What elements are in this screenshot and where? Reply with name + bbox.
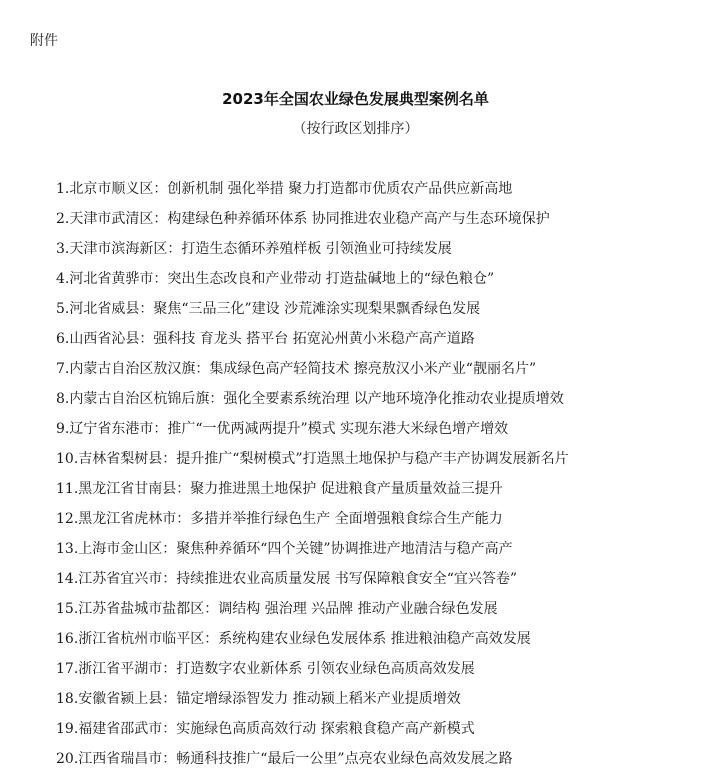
case-text: 山西省沁县：强科技 育龙头 搭平台 拓宽沁州黄小米稳产高产道路 — [69, 331, 475, 347]
case-item — [56, 534, 569, 564]
case-item — [56, 744, 569, 774]
case-number: 1. — [56, 181, 70, 197]
attachment-label: 附件 — [30, 33, 58, 49]
case-text: 浙江省杭州市临平区：系统构建农业绿色发展体系 推进粮油稳产高效发展 — [78, 631, 531, 647]
document-title: 2023年全国农业绿色发展典型案例名单 — [222, 90, 489, 108]
case-text: 安徽省颍上县：锚定增绿添智发力 推动颍上稻米产业提质增效 — [78, 691, 461, 707]
case-text: 河北省威县：聚焦“三品三化”建设 沙荒滩涂实现梨果飘香绿色发展 — [69, 301, 481, 317]
case-text: 江苏省盐城市盐都区：调结构 强治理 兴品牌 推动产业融合绿色发展 — [78, 601, 498, 617]
case-text: 天津市滨海新区：打造生态循环养殖样板 引领渔业可持续发展 — [69, 241, 452, 257]
case-text: 内蒙古自治区杭锦后旗：强化全要素系统治理 以产地环境净化推动农业提质增效 — [69, 391, 564, 407]
case-number: 2. — [56, 211, 70, 227]
case-item — [56, 264, 569, 294]
case-text: 福建省邵武市：实施绿色高质高效行动 探索粮食稳产高产新模式 — [78, 721, 475, 737]
case-item — [56, 384, 569, 414]
case-text: 天津市武清区：构建绿色种养循环体系 协同推进农业稳产高产与生态环境保护 — [69, 211, 550, 227]
case-item — [56, 204, 569, 234]
case-item — [56, 234, 569, 264]
case-item — [56, 624, 569, 654]
case-item — [56, 444, 569, 474]
case-number: 8. — [56, 391, 70, 407]
case-number: 5. — [56, 301, 70, 317]
case-item — [56, 474, 569, 504]
case-item — [56, 354, 569, 384]
case-item — [56, 654, 569, 684]
case-number: 16. — [56, 631, 79, 647]
case-number: 20. — [56, 751, 79, 767]
case-text: 江西省瑞昌市：畅通科技推广“最后一公里”点亮农业绿色高效发展之路 — [78, 751, 513, 767]
case-number: 6. — [56, 331, 70, 347]
case-number: 14. — [56, 571, 79, 587]
case-number: 15. — [56, 601, 79, 617]
document-subtitle: （按行政区划排序） — [292, 121, 419, 137]
case-item — [56, 324, 569, 354]
case-text: 黑龙江省虎林市：多措并举推行绿色生产 全面增强粮食综合生产能力 — [78, 511, 503, 527]
case-text: 内蒙古自治区敖汉旗：集成绿色高产轻简技术 擦亮敖汉小米产业“靓丽名片” — [69, 361, 537, 377]
case-number: 13. — [56, 541, 79, 557]
case-text: 黑龙江省甘南县：聚力推进黑土地保护 促进粮食产量质量效益三提升 — [78, 481, 503, 497]
case-text: 河北省黄骅市：突出生态改良和产业带动 打造盐碱地上的“绿色粮仓” — [69, 271, 495, 287]
case-item — [56, 294, 569, 324]
case-text: 江苏省宜兴市：持续推进农业高质量发展 书写保障粮食安全“宜兴答卷” — [78, 571, 518, 587]
case-list — [56, 174, 569, 774]
case-number: 12. — [56, 511, 79, 527]
case-number: 10. — [56, 451, 79, 467]
case-text: 浙江省平湖市：打造数字农业新体系 引领农业绿色高质高效发展 — [78, 661, 475, 677]
case-text: 北京市顺义区：创新机制 强化举措 聚力打造都市优质农产品供应新高地 — [69, 181, 513, 197]
case-number: 11. — [56, 481, 79, 497]
case-text: 上海市金山区：聚焦种养循环“四个关键”协调推进产地清洁与稳产高产 — [78, 541, 513, 557]
case-item — [56, 504, 569, 534]
case-item — [56, 594, 569, 624]
case-text: 辽宁省东港市：推广“一优两减两提升”模式 实现东港大米绿色增产增效 — [69, 421, 509, 437]
case-item — [56, 414, 569, 444]
case-number: 7. — [56, 361, 70, 377]
case-number: 17. — [56, 661, 79, 677]
case-number: 9. — [56, 421, 70, 437]
case-text: 吉林省梨树县：提升推广“梨树模式”打造黑土地保护与稳产丰产协调发展新名片 — [78, 451, 569, 467]
case-item — [56, 174, 569, 204]
case-item — [56, 684, 569, 714]
case-number: 18. — [56, 691, 79, 707]
case-number: 3. — [56, 241, 70, 257]
case-item — [56, 714, 569, 744]
case-number: 4. — [56, 271, 70, 287]
case-number: 19. — [56, 721, 79, 737]
case-item — [56, 564, 569, 594]
